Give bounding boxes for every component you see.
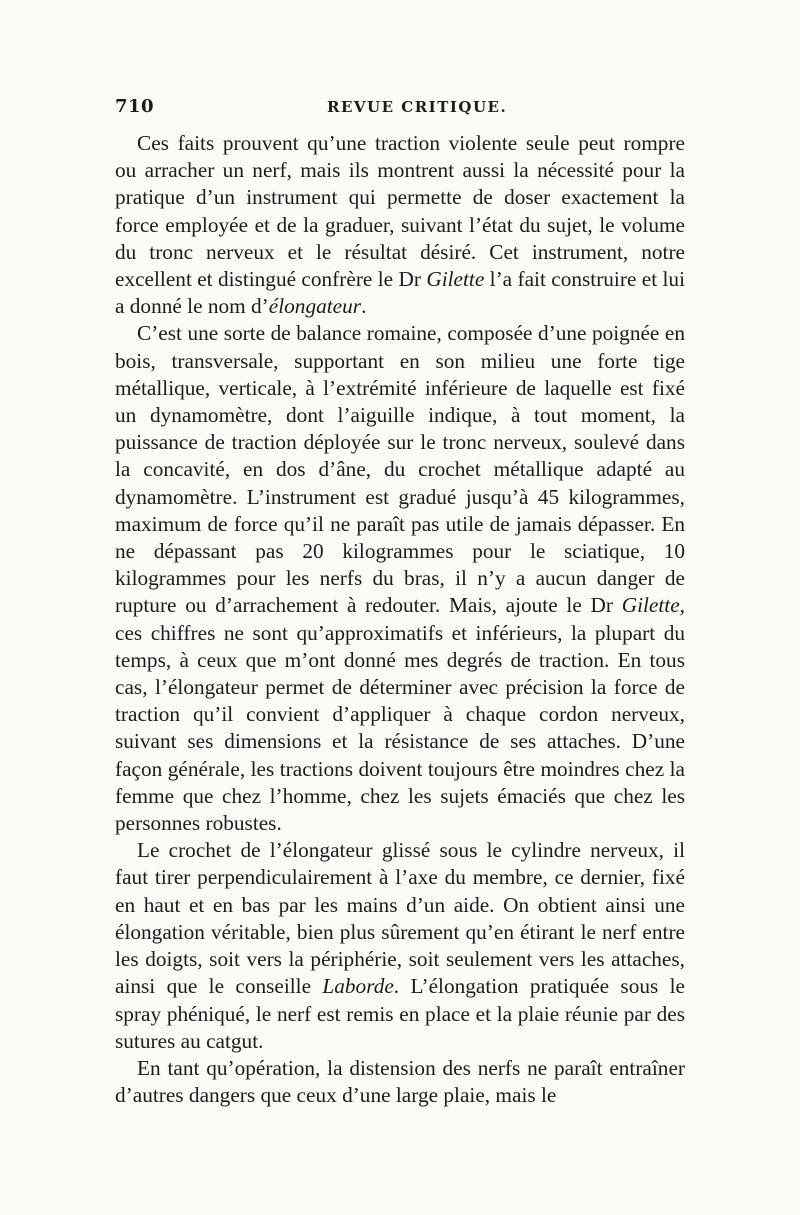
text-segment: En tant qu’opération, la distension des nerfs ne paraît entraîner d’autres dangers que ceux d’une large plaie, mais le (115, 1055, 685, 1108)
text-segment: Ces faits prouvent qu’une traction violente seule peut rompre ou arracher un nerf, mais ils montrent aussi la nécessité pour la pratique d’un instrument qui permette de doser exactement la force employée et de la graduer, suivant l’état du sujet, le volume du tronc nerveux et le résultat désiré. Cet instrument, notre excellent et distingué confrère le Dr (115, 131, 685, 292)
running-title: REVUE CRITIQUE. (327, 98, 508, 116)
paragraph-1 (115, 130, 685, 320)
text-segment: l’a fait construire et lui a donné le nom d’ (115, 267, 685, 319)
paragraph-3 (115, 837, 685, 1055)
author-name: Laborde (322, 974, 394, 999)
author-name: Gilette (426, 267, 485, 292)
paragraph-2 (115, 320, 685, 837)
page-header (115, 96, 685, 130)
paragraph-4 (115, 1055, 685, 1109)
page-number: 710 (115, 96, 155, 117)
document-page (115, 96, 685, 1109)
text-segment: Le crochet de l’élongateur glissé sous le cylindre nerveux, il faut tirer perpendiculairement à l’axe du membre, ce dernier, fixé en haut et en bas par les mains d’un aide. On obtient ainsi une élongation véritable, bien plus sûrement qu’en étirant le nerf entre les doigts, soit vers la périphérie, soit seulement vers les attaches, ainsi que le conseille (115, 838, 685, 999)
body-text (115, 130, 685, 1109)
author-name: Gilette (621, 593, 680, 618)
text-segment: . L’élongation pratiquée sous le spray phéniqué, le nerf est remis en place et la plaie réunie par des sutures au catgut. (115, 974, 685, 1053)
text-segment: , ces chiffres ne sont qu’approximatifs et inférieurs, la plupart du temps, à ceux que m’ont donné mes degrés de traction. En tous cas, l’élongateur permet de déterminer avec précision la force de traction qu’il convient d’appliquer à chaque cordon nerveux, suivant ses dimensions et la résistance de ses attaches. D’une façon générale, les tractions doivent toujours être moindres chez la femme que chez l’homme, chez les sujets émaciés que chez les personnes robustes. (115, 593, 685, 836)
text-segment: . (361, 294, 367, 319)
text-segment: C’est une sorte de balance romaine, composée d’une poignée en bois, transversale, supportant en son milieu une forte tige métallique, verticale, à l’extrémité inférieure de laquelle est fixé un dynamomètre, dont l’aiguille indique, à tout moment, la puissance de traction déployée sur le tronc nerveux, soulevé dans la concavité, en dos d’âne, du crochet métallique adapté au dynamomètre. L’instrument est gradué jusqu’à 45 kilogrammes, maximum de force qu’il ne paraît pas utile de jamais dépasser. En ne dépassant pas 20 kilogrammes pour le sciatique, 10 kilogrammes pour les nerfs du bras, il n’y a aucun danger de rupture ou d’arrachement à redouter. Mais, ajoute le Dr (115, 321, 685, 618)
term-name: élongateur (268, 294, 362, 319)
